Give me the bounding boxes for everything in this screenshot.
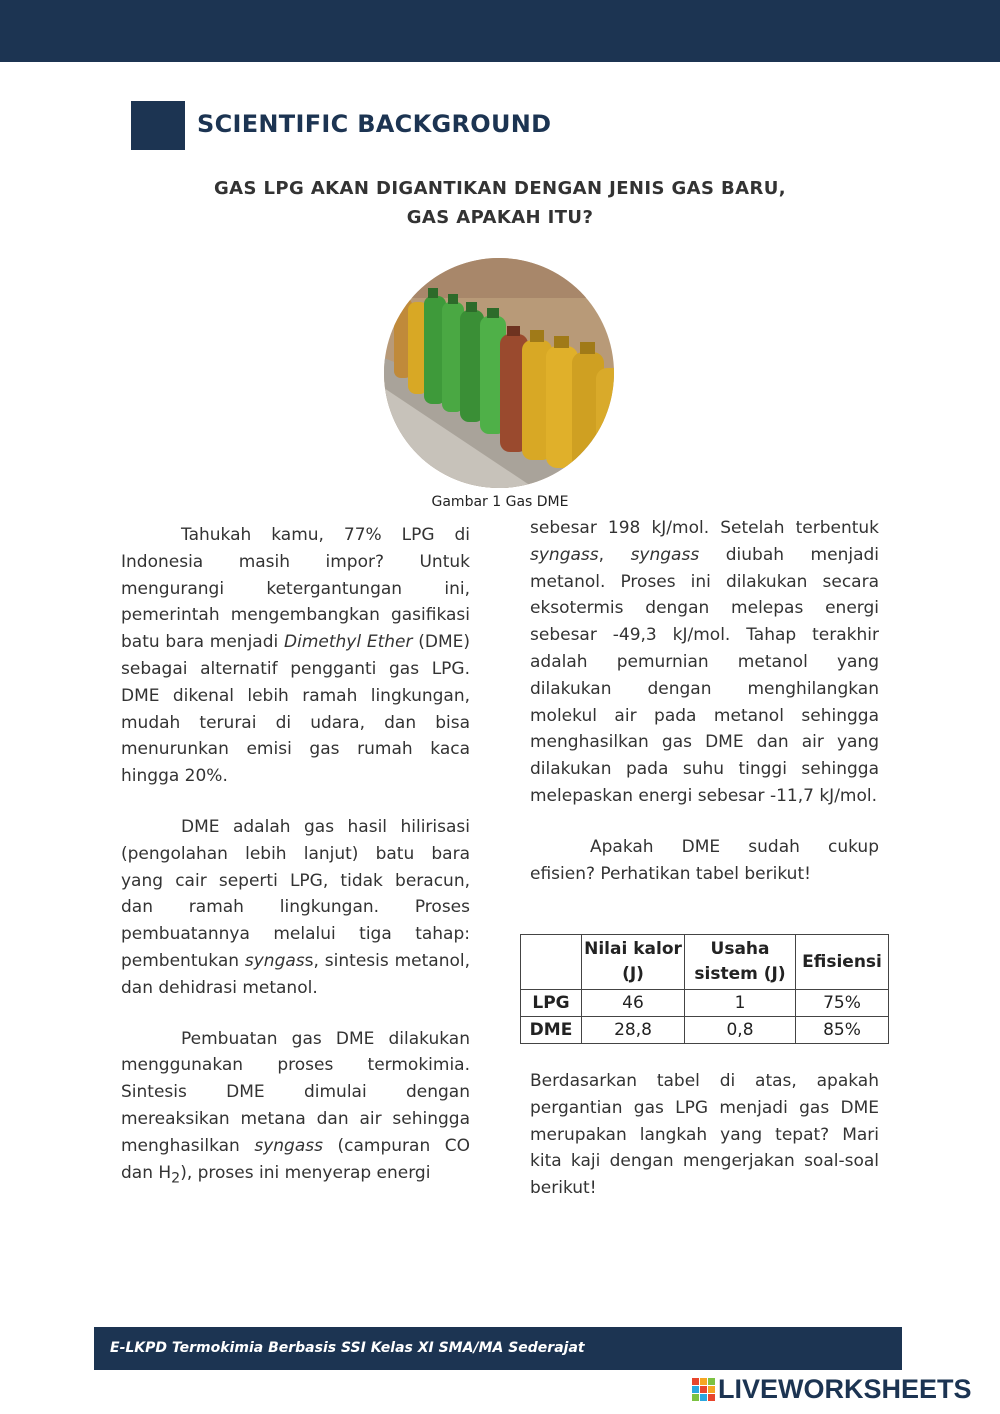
table-row — [521, 990, 889, 1017]
term-dimethyl-ether: Dimethyl Ether — [284, 632, 413, 653]
text-run: (campuran CO dan H — [121, 1135, 470, 1183]
liveworksheets-logo-icon — [692, 1378, 716, 1402]
table-cell: 85% — [796, 1017, 889, 1044]
row-label: DME — [521, 1017, 582, 1044]
table-header-cell: Nilai kalor (J) — [582, 935, 685, 990]
process-paragraph — [121, 1026, 470, 1192]
intro-paragraph — [121, 522, 470, 790]
conclusion-paragraph — [530, 1068, 879, 1202]
headline-line-1: GAS LPG AKAN DIGANTIKAN DENGAN JENIS GAS BARU, — [214, 178, 786, 199]
term-syngass: syngass — [254, 1135, 323, 1156]
subscript: 2 — [171, 1169, 181, 1186]
section-marker — [131, 101, 185, 150]
term-syngas: syngas — [244, 950, 305, 971]
text-run: ), proses ini menyerap energi — [180, 1162, 431, 1183]
table-header-cell: Usaha sistem (J) — [685, 935, 796, 990]
page-headline — [150, 174, 850, 232]
text-run: (DME) sebagai alternatif pengganti gas LPG. DME dikenal lebih ramah lingkungan, mudah terurai di udara, dan bisa menurunkan emisi gas rumah kaca hingga 20%. — [121, 632, 470, 787]
headline-line-2: GAS APAKAH ITU? — [406, 207, 594, 228]
table-cell: 46 — [582, 990, 685, 1017]
table-header-cell: Efisiensi — [796, 935, 889, 990]
text-run: Tahukah kamu, 77% LPG di Indonesia masih impor? Untuk mengurangi ketergantungan ini, pemerintah mengembangkan gasifikasi batu bara menjadi — [121, 525, 470, 653]
efficiency-table — [520, 934, 889, 1044]
term-syngass: syngass — [530, 544, 599, 565]
row-label: LPG — [521, 990, 582, 1017]
brand-name: LIVEWORKSHEETS — [718, 1374, 972, 1404]
gas-cylinders-photo — [384, 258, 614, 488]
top-banner — [0, 0, 1000, 62]
table-cell: 75% — [796, 990, 889, 1017]
table-cell: 28,8 — [582, 1017, 685, 1044]
section-title: SCIENTIFIC BACKGROUND — [197, 110, 552, 138]
right-column — [530, 515, 879, 887]
conclusion-text: Berdasarkan tabel di atas, apakah pergantian gas LPG menjadi gas DME merupakan langkah yang tepat? Mari kita kaji dengan mengerjakan soal-soal berikut! — [530, 1071, 879, 1199]
table-header-row — [521, 935, 889, 990]
table-row — [521, 1017, 889, 1044]
efficiency-question: Apakah DME sudah cukup efisien? Perhatikan tabel berikut! — [530, 836, 879, 884]
continuation-paragraph — [530, 515, 879, 810]
footer-bar — [94, 1327, 902, 1370]
table-header-cell — [521, 935, 582, 990]
left-column — [121, 522, 470, 1192]
footer-text: E-LKPD Termokimia Berbasis SSI Kelas XI SMA/MA Sederajat — [110, 1340, 585, 1356]
term-syngass: syngass — [630, 544, 700, 565]
text-run: DME adalah gas hasil hilirisasi (pengolahan lebih lanjut) batu bara yang cair seperti LPG, tidak beracun, dan ramah lingkungan. Proses pembuatannya melalui tiga tahap: pembentukan — [121, 816, 470, 971]
text-run: s, sintesis metanol, dan dehidrasi metanol. — [121, 950, 470, 998]
dme-paragraph — [121, 814, 470, 1002]
text-run: Pembuatan gas DME dilakukan menggunakan proses termokimia. Sintesis DME dimulai dengan mereaksikan metana dan air sehingga menghasilkan — [121, 1028, 470, 1156]
text-run: , — [598, 544, 631, 565]
text-run: sebesar 198 kJ/mol. Setelah terbentuk — [530, 518, 879, 538]
table-cell: 1 — [685, 990, 796, 1017]
text-run: diubah menjadi metanol. Proses ini dilakukan secara eksotermis dengan melepas energi sebesar -49,3 kJ/mol. Tahap terakhir adalah pemurnian metanol yang dilakukan dengan menghilangkan molekul air pada metanol sehingga menghasilkan gas DME dan air yang dilakukan pada suhu tinggi sehingga melepaskan energi sebesar -11,7 kJ/mol. — [530, 544, 880, 806]
table-cell: 0,8 — [685, 1017, 796, 1044]
figure-caption: Gambar 1 Gas DME — [431, 494, 569, 510]
